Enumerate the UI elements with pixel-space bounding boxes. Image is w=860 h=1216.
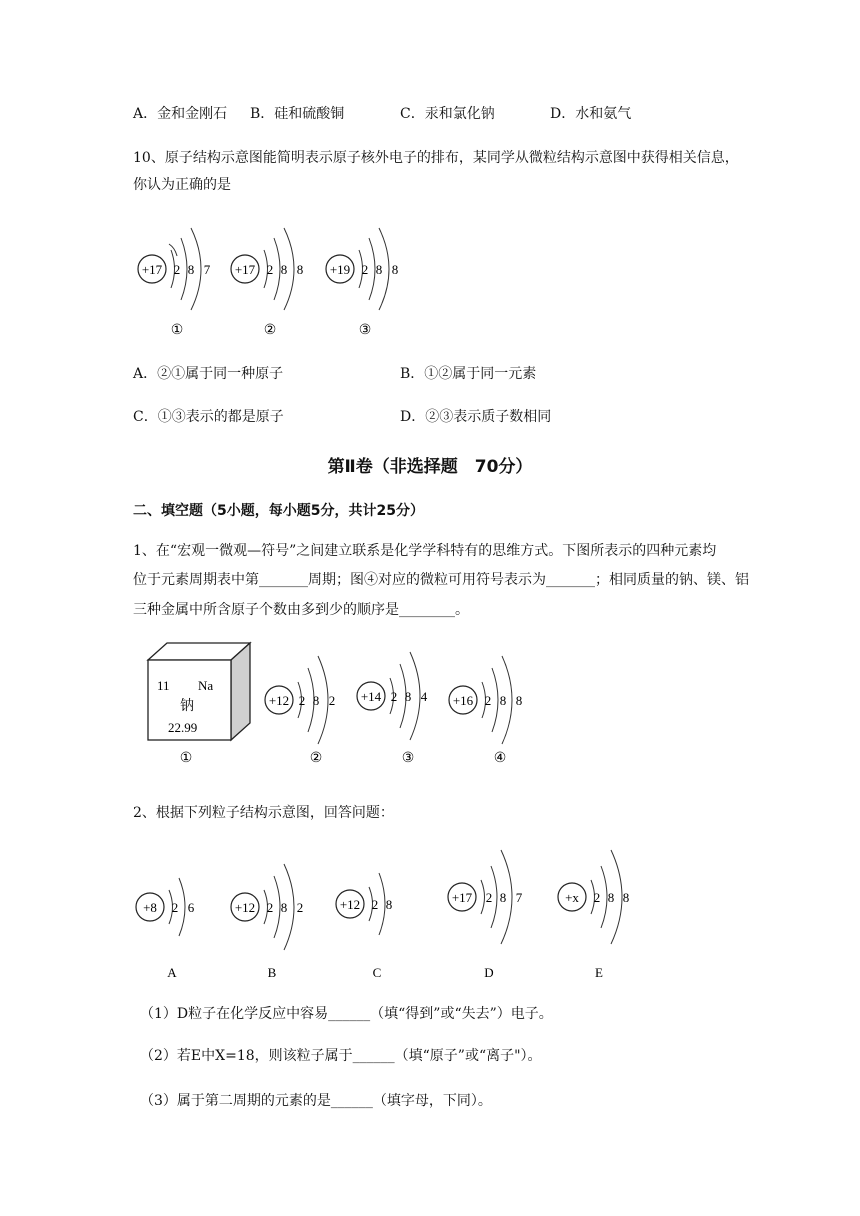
fq2-atom-c	[336, 873, 392, 980]
nucleus-charge: +12	[268, 693, 290, 708]
fq2-atom-d	[448, 850, 523, 980]
figure-label: ③	[358, 323, 372, 338]
fq2-sub2: （2）若E中X=18，则该粒子属于______（填“原子”或“离子"）。	[140, 1048, 542, 1064]
shell-3-count: 8	[296, 262, 304, 277]
fq1-stem-line2: 位于元素周期表中第_______周期；图④对应的微粒可用符号表示为_______；相同质量的钠、镁、铝	[133, 572, 749, 588]
atomic-mass: 22.99	[168, 720, 198, 735]
q10-option-a: A．②①属于同一种原子	[133, 366, 284, 382]
fq2-atom-b	[231, 864, 303, 980]
shell-1-count: 2	[361, 262, 369, 277]
q9-option-a: A．金和金刚石	[133, 106, 228, 122]
fq1-atom-4	[449, 656, 522, 766]
shell-2-count: 8	[404, 689, 412, 704]
figure-label: E	[595, 965, 603, 980]
shell-1-count: 2	[485, 890, 493, 905]
shell-2-count: 8	[607, 890, 615, 905]
figure-label: ②	[263, 323, 277, 338]
shell-2-count: 6	[187, 900, 195, 915]
shell-3-count: 8	[622, 890, 630, 905]
fq1-atom-3	[357, 652, 428, 766]
q10-atom-diagrams	[125, 210, 425, 345]
shell-2-count: 8	[280, 262, 288, 277]
shell-2-count: 8	[280, 900, 288, 915]
nucleus-charge: +19	[329, 262, 351, 277]
shell-1-count: 2	[298, 693, 306, 708]
shell-1-count: 2	[173, 262, 181, 277]
shell-2-count: 8	[499, 890, 507, 905]
figure-label: A	[167, 965, 177, 980]
nucleus-charge: +x	[565, 890, 579, 905]
element-name: 钠	[180, 699, 194, 714]
fq2-stem: 2、根据下列粒子结构示意图，回答问题：	[133, 805, 394, 821]
nucleus-charge: +8	[143, 900, 157, 915]
shell-1-count: 2	[593, 890, 601, 905]
shell-3-count: 8	[391, 262, 399, 277]
q10-option-b: B．①②属于同一元素	[400, 366, 537, 382]
nucleus-charge: +17	[141, 262, 163, 277]
q10-atom-1	[138, 228, 211, 338]
fq2-sub3: （3）属于第二周期的元素的是______（填字母，下同）。	[140, 1093, 492, 1109]
fq1-diagrams	[140, 640, 540, 770]
shell-1-count: 2	[266, 900, 274, 915]
q10-atom-3	[326, 228, 398, 338]
shell-1-count: 2	[171, 900, 179, 915]
shell-1-count: 2	[390, 689, 398, 704]
fq2-sub1: （1）D粒子在化学反应中容易______（填“得到”或“失去”）电子。	[140, 1006, 553, 1022]
q9-option-d: D．水和氨气	[550, 106, 632, 122]
shell-1-count: 2	[371, 897, 379, 912]
figure-label: C	[372, 965, 382, 980]
nucleus-charge: +12	[234, 900, 256, 915]
shell-3-count: 2	[296, 900, 304, 915]
figure-label: ②	[309, 751, 323, 766]
q10-option-c: C．①③表示的都是原子	[133, 409, 284, 425]
q9-option-c: C．汞和氯化钠	[400, 106, 495, 122]
shell-2-count: 8	[187, 262, 195, 277]
figure-label: ④	[493, 751, 507, 766]
nucleus-charge: +16	[452, 693, 474, 708]
q10-stem-line2: 你认为正确的是	[133, 177, 231, 193]
shell-2-count: 8	[375, 262, 383, 277]
fq1-stem-line3: 三种金属中所含原子个数由多到少的顺序是________。	[133, 602, 469, 618]
q10-option-d: D．②③表示质子数相同	[400, 409, 552, 425]
shell-1-count: 2	[266, 262, 274, 277]
section-title: 第Ⅱ卷（非选择题 70分）	[327, 457, 533, 477]
q10-stem-line1: 10、原子结构示意图能简明表示原子核外电子的排布，某同学从微粒结构示意图中获得相关信息，	[133, 150, 739, 166]
fq1-stem-line1: 1、在“宏观一微观—符号”之间建立联系是化学学科特有的思维方式。下图所表示的四种元素均	[133, 543, 717, 559]
fq1-atom-2	[265, 656, 335, 766]
shell-3-count: 7	[203, 262, 211, 277]
shell-3-count: 8	[515, 693, 523, 708]
element-card	[148, 643, 250, 766]
q9-option-b: B．硅和硫酸铜	[250, 106, 345, 122]
nucleus-charge: +12	[339, 897, 361, 912]
fq2-atom-a	[136, 878, 195, 980]
figure-label: ①	[179, 751, 193, 766]
nucleus-charge: +17	[451, 890, 473, 905]
nucleus-charge: +14	[360, 689, 382, 704]
fq2-atom-e	[558, 850, 629, 980]
figure-label: ①	[170, 323, 184, 338]
shell-3-count: 2	[328, 693, 336, 708]
figure-label: D	[484, 965, 494, 980]
element-symbol: Na	[198, 678, 214, 693]
fill-blank-heading: 二、填空题（5小题，每小题5分，共计25分）	[133, 503, 424, 519]
shell-2-count: 8	[499, 693, 507, 708]
q10-atom-2	[231, 228, 303, 338]
figure-label: ③	[401, 751, 415, 766]
figure-label: B	[267, 965, 277, 980]
fq2-diagrams	[125, 840, 655, 985]
shell-1-count: 2	[484, 693, 492, 708]
shell-2-count: 8	[385, 897, 393, 912]
nucleus-charge: +17	[234, 262, 256, 277]
atomic-number: 11	[157, 678, 170, 693]
shell-2-count: 8	[312, 693, 320, 708]
shell-3-count: 7	[515, 890, 523, 905]
shell-3-count: 4	[420, 689, 428, 704]
